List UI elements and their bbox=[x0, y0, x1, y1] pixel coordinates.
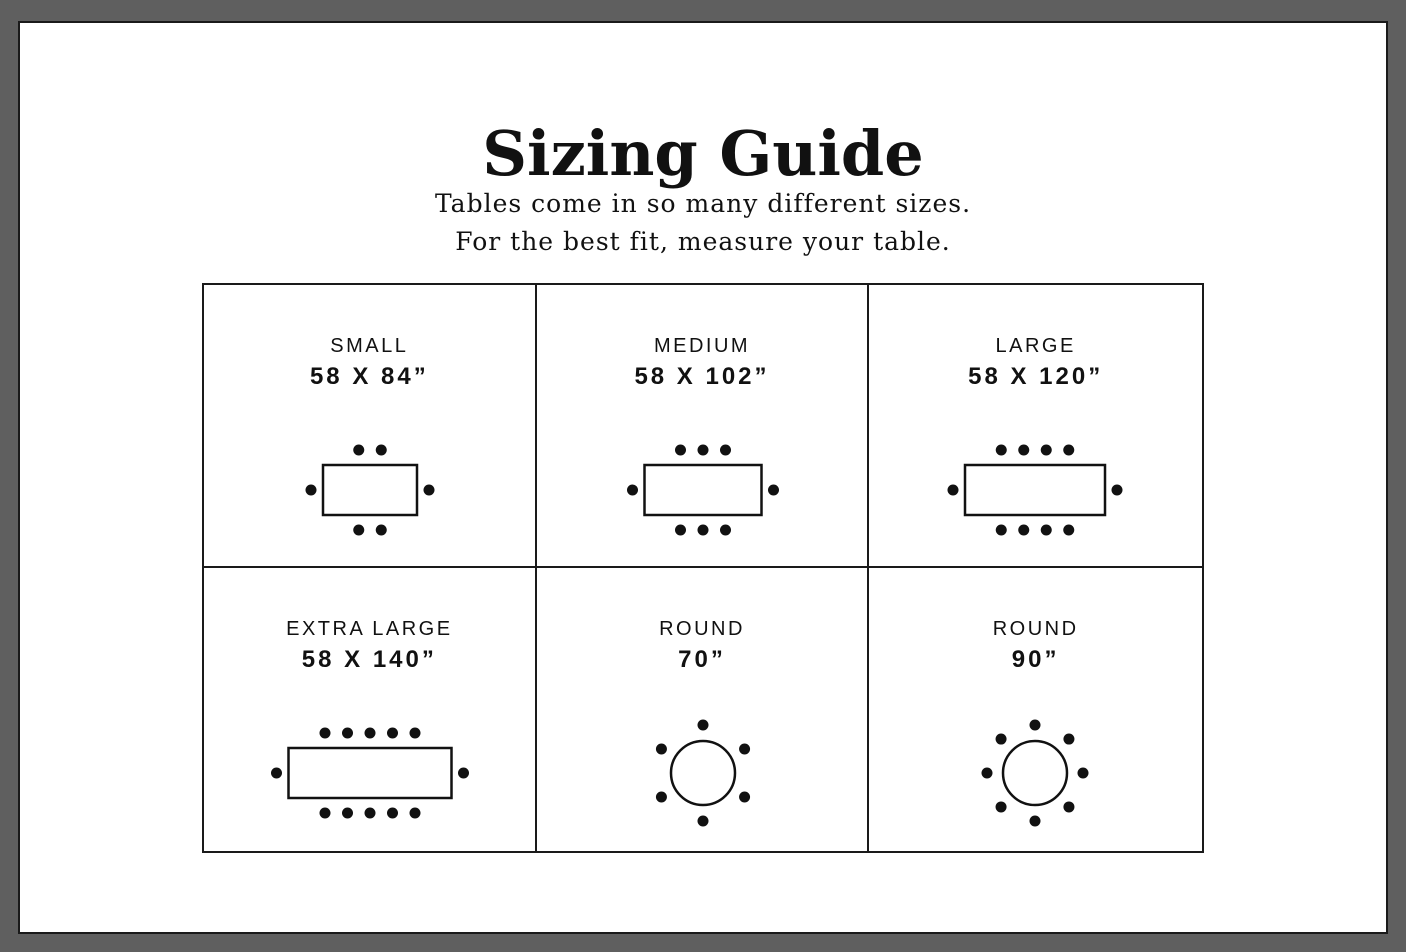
seat-dot bbox=[656, 792, 667, 803]
table-top bbox=[289, 748, 452, 798]
size-cell-extra-large bbox=[204, 568, 537, 851]
seat-dot bbox=[996, 445, 1007, 456]
seat-dot bbox=[424, 485, 435, 496]
size-name: EXTRA LARGE bbox=[286, 618, 453, 640]
seat-dot bbox=[342, 808, 353, 819]
seat-dot bbox=[656, 744, 667, 755]
size-dimensions: 90” bbox=[1011, 646, 1060, 673]
seat-dot bbox=[1064, 445, 1075, 456]
rect-table-small-icon bbox=[204, 415, 536, 565]
seat-dot bbox=[1019, 445, 1030, 456]
seat-dot bbox=[697, 720, 708, 731]
seat-dot bbox=[387, 728, 398, 739]
size-cell-medium bbox=[537, 285, 870, 568]
size-cell-large bbox=[869, 285, 1202, 568]
seat-dot bbox=[697, 816, 708, 827]
seat-dot bbox=[1064, 801, 1075, 812]
seat-dot bbox=[1112, 485, 1123, 496]
seat-dot bbox=[627, 485, 638, 496]
seat-dot bbox=[306, 485, 317, 496]
seat-dot bbox=[982, 768, 993, 779]
size-dimensions: 58 X 102” bbox=[634, 363, 770, 390]
seat-dot bbox=[948, 485, 959, 496]
size-dimensions: 58 X 120” bbox=[968, 363, 1104, 390]
seat-dot bbox=[1019, 525, 1030, 536]
seat-dot bbox=[376, 445, 387, 456]
table-top bbox=[671, 741, 735, 805]
subtitle bbox=[18, 185, 1388, 261]
seat-dot bbox=[697, 445, 708, 456]
seat-dot bbox=[1064, 734, 1075, 745]
seat-dot bbox=[353, 445, 364, 456]
subtitle-line-2: For the best fit, measure your table. bbox=[455, 227, 951, 256]
size-dimensions: 70” bbox=[678, 646, 726, 673]
round-table-70-icon bbox=[537, 698, 869, 848]
seat-dot bbox=[1041, 445, 1052, 456]
seat-dot bbox=[720, 445, 731, 456]
size-name: ROUND bbox=[992, 618, 1079, 640]
size-name: ROUND bbox=[659, 618, 745, 640]
round-table-90-icon bbox=[869, 698, 1201, 848]
seat-dot bbox=[353, 525, 364, 536]
seat-dot bbox=[320, 808, 331, 819]
seat-dot bbox=[675, 445, 686, 456]
seat-dot bbox=[768, 485, 779, 496]
seat-dot bbox=[739, 792, 750, 803]
page-title: Sizing Guide bbox=[482, 117, 924, 190]
seat-dot bbox=[365, 808, 376, 819]
rect-table-extra-large-icon bbox=[204, 698, 536, 848]
seat-dot bbox=[1064, 525, 1075, 536]
size-name: LARGE bbox=[995, 335, 1076, 357]
size-dimensions: 58 X 84” bbox=[309, 363, 429, 390]
table-top bbox=[1003, 741, 1067, 805]
rect-table-large-icon bbox=[869, 415, 1201, 565]
seat-dot bbox=[996, 801, 1007, 812]
table-top bbox=[965, 465, 1105, 515]
seat-dot bbox=[376, 525, 387, 536]
size-dimensions: 58 X 140” bbox=[301, 646, 437, 673]
seat-dot bbox=[697, 525, 708, 536]
seat-dot bbox=[271, 768, 282, 779]
size-grid bbox=[202, 283, 1204, 853]
size-name: MEDIUM bbox=[653, 335, 751, 357]
seat-dot bbox=[996, 525, 1007, 536]
seat-dot bbox=[1030, 720, 1041, 731]
seat-dot bbox=[320, 728, 331, 739]
table-top bbox=[323, 465, 417, 515]
subtitle-line-1: Tables come in so many different sizes. bbox=[434, 189, 972, 218]
seat-dot bbox=[739, 744, 750, 755]
seat-dot bbox=[675, 525, 686, 536]
seat-dot bbox=[996, 734, 1007, 745]
size-cell-round-90 bbox=[869, 568, 1202, 851]
table-top bbox=[644, 465, 761, 515]
sizing-guide-card bbox=[18, 21, 1388, 934]
seat-dot bbox=[365, 728, 376, 739]
seat-dot bbox=[387, 808, 398, 819]
rect-table-medium-icon bbox=[537, 415, 869, 565]
size-cell-small bbox=[204, 285, 537, 568]
seat-dot bbox=[720, 525, 731, 536]
seat-dot bbox=[342, 728, 353, 739]
seat-dot bbox=[458, 768, 469, 779]
seat-dot bbox=[1041, 525, 1052, 536]
seat-dot bbox=[410, 728, 421, 739]
seat-dot bbox=[1078, 768, 1089, 779]
seat-dot bbox=[1030, 816, 1041, 827]
size-name: SMALL bbox=[330, 335, 409, 357]
size-cell-round-70 bbox=[537, 568, 870, 851]
seat-dot bbox=[410, 808, 421, 819]
